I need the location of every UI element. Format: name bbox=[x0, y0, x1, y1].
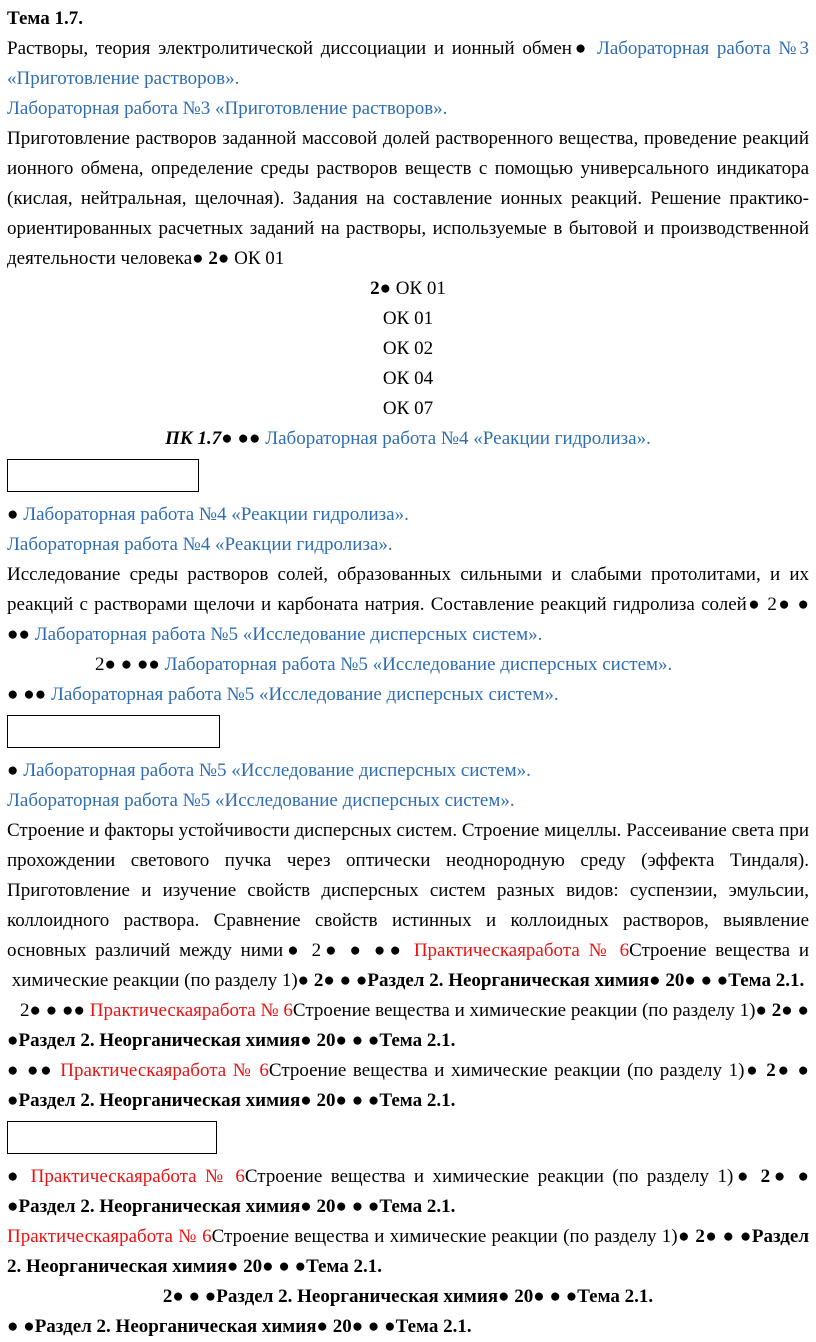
lab-work-link-text: Лабораторная работа №5 «Исследование дисперсных систем». bbox=[7, 790, 515, 811]
lab-work-link-text: Лабораторная работа №3 «Приготовление растворов». bbox=[7, 38, 814, 89]
hours-ok01-line bbox=[7, 274, 809, 304]
lab-work-link-text: Лабораторная работа №5 «Исследование дисперсных систем». bbox=[50, 684, 559, 705]
text-run: ОК 01 bbox=[382, 308, 434, 329]
section2-center-line bbox=[7, 1282, 809, 1312]
text-run: 2● ● ●Раздел 2. Неорганическая химия● 20● ● ●Тема 2.1. bbox=[162, 1286, 654, 1307]
text-run: ● bbox=[7, 1166, 31, 1187]
lab5-indent-line bbox=[7, 650, 809, 680]
text-run: Строение вещества и химические реакции (по разделу 1)● bbox=[268, 1060, 767, 1081]
ok07-line bbox=[7, 394, 809, 424]
text-run: 2● ● ●Раздел 2. Неорганическая химия● 20● ● ●Тема 2.1. bbox=[7, 1000, 814, 1051]
ok01-line bbox=[7, 304, 809, 334]
text-run: 2● ● ●● bbox=[20, 1000, 90, 1021]
section2-left-line bbox=[7, 1312, 809, 1342]
text-run: ● bbox=[7, 504, 24, 525]
text-run: ● ●● bbox=[221, 428, 266, 449]
ok02-line bbox=[7, 334, 809, 364]
text-run: ПК 1.7 bbox=[165, 428, 222, 449]
empty-table-box-3 bbox=[7, 1121, 217, 1154]
text-run: ● ●● bbox=[7, 1060, 61, 1081]
lab5-bullet-line-2 bbox=[7, 756, 809, 786]
document-page bbox=[7, 4, 814, 1337]
text-run: 2● ● ●Раздел 2. Неорганическая химия● 20● ● ●Тема 2.1. bbox=[7, 1226, 814, 1277]
text-run: ● bbox=[7, 760, 24, 781]
text-run: ● ●● bbox=[7, 684, 51, 705]
text-run: Строение и факторы устойчивости дисперсных систем. Строение мицеллы. Рассеивание света при прохождении светового пучка через оптически неоднородную среду (эффекта Тиндаля). Приготовление и изучение свойств дисперсных систем разных видов: суспензии, эмульсии, коллоидного раствора. Сравнение свойств истинных и коллоидных растворов, выявление основных различий между ними● 2● ● ●● bbox=[7, 820, 814, 961]
practical6-line-3 bbox=[7, 1162, 814, 1222]
lab4-title-line bbox=[7, 530, 809, 560]
text-run: 2● ● ●Раздел 2. Неорганическая химия● 20● ● ●Тема 2.1. bbox=[313, 970, 805, 991]
lab3-title-line bbox=[7, 94, 809, 124]
text-run: ● ●Раздел 2. Неорганическая химия● 20● ● ●Тема 2.1. bbox=[7, 1316, 472, 1337]
text-run: 2● ● ●Раздел 2. Неорганическая химия● 20● ● ●Тема 2.1. bbox=[7, 1060, 814, 1111]
lab-work-link-text: Лабораторная работа №5 «Исследование дисперсных систем». bbox=[23, 760, 531, 781]
text-run: 2● ● ●Раздел 2. Неорганическая химия● 20● ● ●Тема 2.1. bbox=[7, 1166, 814, 1217]
lab-work-link-text: Лабораторная работа №5 «Исследование дисперсных систем». bbox=[34, 624, 543, 645]
text-run: 2 bbox=[208, 248, 218, 269]
practical-work-text: Практическаяработа № 6 bbox=[413, 940, 630, 961]
lab5-bullet-line bbox=[7, 680, 809, 710]
lab5-title-line bbox=[7, 786, 809, 816]
ok04-line bbox=[7, 364, 809, 394]
practical-work-text: Практическаяработа № 6 bbox=[30, 1166, 245, 1187]
text-run: ОК 07 bbox=[382, 398, 434, 419]
text-run: Строение вещества и химические реакции (по разделу 1)● bbox=[11, 940, 814, 991]
text-run: Строение вещества и химические реакции (по разделу 1)● bbox=[292, 1000, 772, 1021]
text-run: ● ОК 01 bbox=[379, 278, 446, 299]
practical6-line-1 bbox=[7, 996, 814, 1056]
section-intro-line bbox=[7, 34, 814, 94]
empty-table-box-1 bbox=[7, 459, 199, 492]
practical6-line-2 bbox=[7, 1056, 814, 1116]
text-run: ● ОК 01 bbox=[217, 248, 285, 269]
topic-heading bbox=[7, 4, 809, 34]
lab4-bullet-line bbox=[7, 500, 809, 530]
text-run: 2● ● ●● bbox=[95, 654, 165, 675]
empty-table-box-2 bbox=[7, 715, 220, 748]
text-run: Исследование среды растворов солей, образованных сильными и слабыми протолитами, и их реакций с растворами щелочи и карбоната натрия. Составление реакций гидролиза солей● 2● ● ●● bbox=[7, 564, 814, 645]
text-run: Приготовление растворов заданной массовой долей растворенного вещества, проведение реакций ионного обмена, определение среды растворов веществ с помощью универсального индикатора (кислая, нейтральная, щелочная). Задания на составление ионных реакций. Решение практико-ориентированных расчетных заданий на растворы, используемые в бытовой и производственной деятельности человека● bbox=[7, 128, 814, 269]
text-run: 2 bbox=[370, 278, 380, 299]
text-run: ОК 02 bbox=[382, 338, 434, 359]
disperse-systems-description bbox=[7, 816, 814, 996]
text-run: ОК 04 bbox=[382, 368, 434, 389]
lab-work-link-text: Лабораторная работа №4 «Реакции гидролиза». bbox=[265, 428, 651, 449]
hydrolysis-description bbox=[7, 560, 814, 650]
text-run: Строение вещества и химические реакции (по разделу 1)● bbox=[244, 1166, 761, 1187]
text-run: Тема 1.7. bbox=[7, 8, 83, 29]
lab-work-link-text: Лабораторная работа №4 «Реакции гидролиза». bbox=[23, 504, 409, 525]
text-run: Строение вещества и химические реакции (по разделу 1)● bbox=[211, 1226, 696, 1247]
lab-work-link-text: Лабораторная работа №5 «Исследование дисперсных систем». bbox=[164, 654, 673, 675]
solutions-description bbox=[7, 124, 814, 274]
practical6-line-4 bbox=[7, 1222, 814, 1282]
lab-work-link-text: Лабораторная работа №3 «Приготовление растворов». bbox=[7, 98, 448, 119]
practical-work-text: Практическаяработа № 6 bbox=[89, 1000, 293, 1021]
practical-work-text: Практическаяработа № 6 bbox=[60, 1060, 269, 1081]
practical-work-text: Практическаяработа № 6 bbox=[7, 1226, 212, 1247]
text-run: Растворы, теория электролитической диссоциации и ионный обмен● bbox=[7, 38, 597, 59]
pk17-lab4-line bbox=[7, 424, 809, 454]
lab-work-link-text: Лабораторная работа №4 «Реакции гидролиза». bbox=[7, 534, 393, 555]
